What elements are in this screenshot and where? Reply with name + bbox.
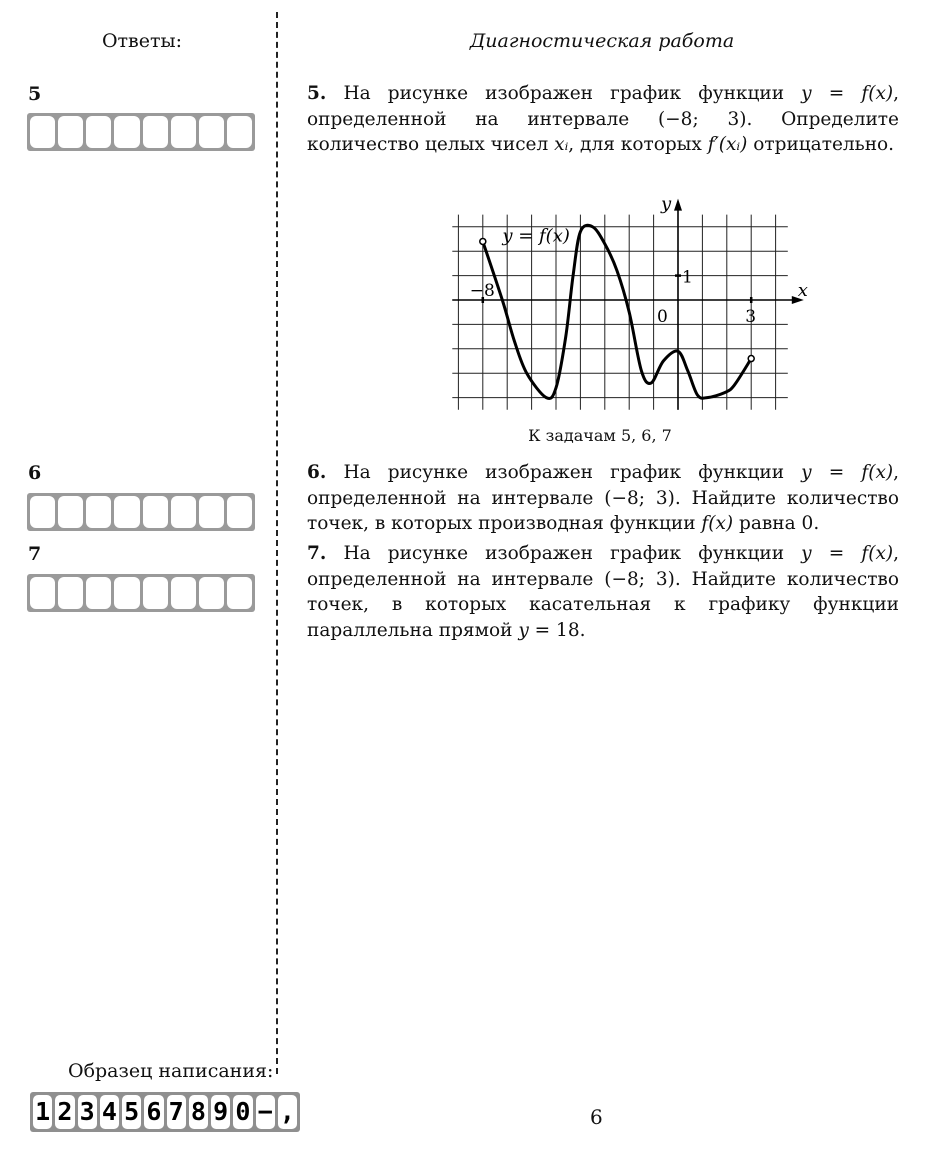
sample-char: , [278, 1095, 297, 1129]
task-text: На рисунке изображен график функции [326, 462, 802, 483]
answer-cell[interactable] [114, 116, 139, 148]
open-endpoint-left [480, 238, 486, 244]
answer-cell[interactable] [58, 496, 83, 528]
cut-line [276, 12, 278, 1074]
answer-cell[interactable] [86, 496, 111, 528]
task-math: f(x) [701, 513, 734, 534]
sample-label: Образец написания: [68, 1060, 274, 1082]
answer-cell[interactable] [86, 116, 111, 148]
answer-cell[interactable] [114, 577, 139, 609]
sample-char: 3 [78, 1095, 97, 1129]
answer-field-7[interactable] [27, 574, 255, 612]
graph-caption: К задачам 5, 6, 7 [528, 426, 672, 445]
sample-char: 1 [33, 1095, 52, 1129]
task-text: равна 0. [733, 513, 820, 534]
answer-cell[interactable] [199, 116, 224, 148]
sample-char: 7 [167, 1095, 186, 1129]
answer-cell[interactable] [199, 577, 224, 609]
task-text: , определенной на интервале (−8; 3). Найдите количество точек, в которых касательная к графику функции параллельна прямой [307, 543, 899, 641]
tick-label-minus-8: −8 [469, 281, 495, 301]
tick-label-3: 3 [745, 307, 757, 327]
sample-char: 2 [55, 1095, 74, 1129]
answer-cell[interactable] [227, 577, 252, 609]
answer-cell[interactable] [58, 116, 83, 148]
task-number: 5. [307, 83, 327, 104]
task-math: f′(xᵢ) [707, 134, 748, 155]
answers-title: Ответы: [101, 30, 183, 52]
task-text: = 18. [528, 619, 586, 641]
task-math: y [518, 619, 529, 641]
answer-cell[interactable] [30, 496, 55, 528]
answer-field-6[interactable] [27, 493, 255, 531]
tick-label-1: 1 [682, 267, 693, 288]
sample-char: 0 [233, 1095, 252, 1129]
task-text: , определенной на интервале (−8; 3). Определите количество целых чисел [307, 83, 899, 155]
task-math: y = f(x) [801, 543, 894, 564]
task-text: , определенной на интервале (−8; 3). Найдите количество точек, в которых производная функции [307, 462, 899, 534]
sample-char: 6 [144, 1095, 163, 1129]
answer-cell[interactable] [143, 577, 168, 609]
sample-char: 4 [100, 1095, 119, 1129]
task-5 [307, 81, 899, 158]
answer-label-7: 7 [28, 543, 42, 565]
answer-cell[interactable] [30, 116, 55, 148]
answer-cell[interactable] [171, 577, 196, 609]
open-endpoint-right [748, 356, 754, 362]
answer-cell[interactable] [143, 496, 168, 528]
sample-char: 9 [211, 1095, 230, 1129]
answer-label-6: 6 [28, 462, 42, 484]
answer-field-5[interactable] [27, 113, 255, 151]
task-math: y = f(x) [801, 83, 894, 104]
task-math: xᵢ [554, 134, 569, 155]
x-axis-label: x [797, 280, 808, 301]
sample-char: 8 [189, 1095, 208, 1129]
task-math: y = f(x) [801, 462, 894, 483]
y-axis-arrow [674, 199, 682, 211]
sample-digits [30, 1092, 300, 1132]
answer-cell[interactable] [171, 496, 196, 528]
task-text: , для которых [568, 134, 708, 155]
function-graph [400, 160, 808, 420]
tick-label-origin: 0 [657, 307, 668, 327]
answer-cell[interactable] [114, 496, 139, 528]
answer-cell[interactable] [227, 116, 252, 148]
task-number: 6. [307, 462, 327, 483]
task-text: На рисунке изображен график функции [326, 543, 802, 564]
task-6 [307, 460, 899, 537]
page-number: 6 [590, 1105, 603, 1129]
sample-char: 5 [122, 1095, 141, 1129]
answer-cell[interactable] [227, 496, 252, 528]
task-text: отрицательно. [747, 134, 895, 155]
y-axis-label: y [661, 193, 672, 215]
answer-cell[interactable] [58, 577, 83, 609]
function-label: y = f(x) [502, 225, 570, 247]
answer-cell[interactable] [86, 577, 111, 609]
answer-cell[interactable] [199, 496, 224, 528]
answer-label-5: 5 [28, 83, 42, 105]
task-number: 7. [307, 543, 327, 564]
answer-cell[interactable] [143, 116, 168, 148]
sample-char: − [256, 1095, 275, 1129]
task-7 [307, 541, 899, 643]
answer-cell[interactable] [30, 577, 55, 609]
task-text: На рисунке изображен график функции [326, 83, 802, 104]
answer-cell[interactable] [171, 116, 196, 148]
work-title: Диагностическая работа [469, 30, 735, 52]
